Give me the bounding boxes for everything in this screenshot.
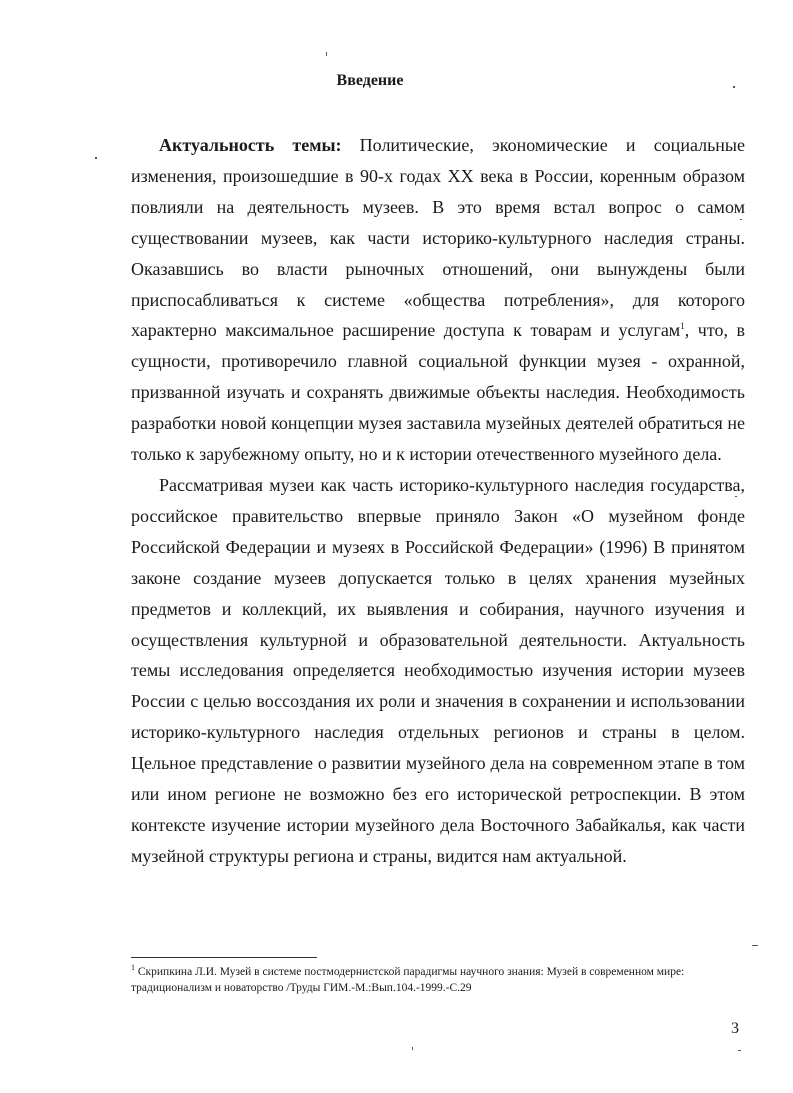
- scan-speck: [738, 1050, 741, 1051]
- scan-speck: [733, 86, 735, 88]
- footnote-divider: [131, 957, 317, 958]
- paragraph-relevance: [131, 130, 745, 470]
- scan-speck: [95, 157, 97, 159]
- page-number: 3: [731, 1020, 739, 1037]
- footnote: [131, 964, 745, 996]
- paragraph-1-text-a: Политические, экономические и социальные изменения, произошедшие в 90-х годах XX века в России, коренным образом повлияли на деятельность музеев. В это время встал вопрос о самом существовании музеев, как части историко-культурного наследия страны. Оказавшись во власти рыночных отношений, они вынуждены были приспосабливаться к системе «общества потребления», для которого характерно максимальное расширение доступа к товарам и услугам: [131, 135, 746, 341]
- footnote-reference: 1: [680, 321, 685, 332]
- scan-speck: [740, 219, 742, 220]
- page-heading: Введение: [336, 72, 404, 89]
- scan-speck: [326, 52, 327, 56]
- scan-speck: [735, 496, 737, 497]
- paragraph-law: Рассматривая музеи как часть историко-культурного наследия государства, российское правительство впервые приняло Закон «О музейном фонде Российской Федерации и музеях в Российской Федерации» (1996) В принятом законе создание музеев допускается только в целях хранения музейных предметов и коллекций, их выявления и собирания, научного изучения и осуществления культурной и образовательной деятельности. Актуальность темы исследования определяется необходимостью изучения истории музеев России с целью воссоздания их роли и значения в сохранении и использовании историко-культурного наследия отдельных регионов и страны в целом. Цельное представление о развитии музейного дела на современном этапе в том или ином регионе не возможно без его исторической ретроспекции. В этом контексте изучение истории музейного дела Восточного Забайкалья, как части музейной структуры региона и страны, видится нам актуальной.: [131, 474, 745, 866]
- footnote-marker: 1: [131, 963, 135, 973]
- relevance-label: Актуальность темы:: [159, 135, 342, 155]
- body-text: [131, 130, 745, 872]
- paragraph-1-text-b: , что, в сущности, противоречило главной социальной функции музея - охранной, призванной изучать и сохранять движимые объекты наследия. Необходимость разработки новой концепции музея заставила музейных деятелей обратиться не только к зарубежному опыту, но и к истории отечественного музейного дела.: [131, 320, 745, 465]
- scan-speck: [752, 945, 758, 946]
- scan-speck: [412, 1047, 413, 1050]
- footnote-text: Скрипкина Л.И. Музей в системе постмодернистской парадигмы научного знания: Музей в современном мире: традиционализм и новаторство /Труды ГИМ.-М.:Вып.104.-1999.-С.29: [131, 966, 685, 994]
